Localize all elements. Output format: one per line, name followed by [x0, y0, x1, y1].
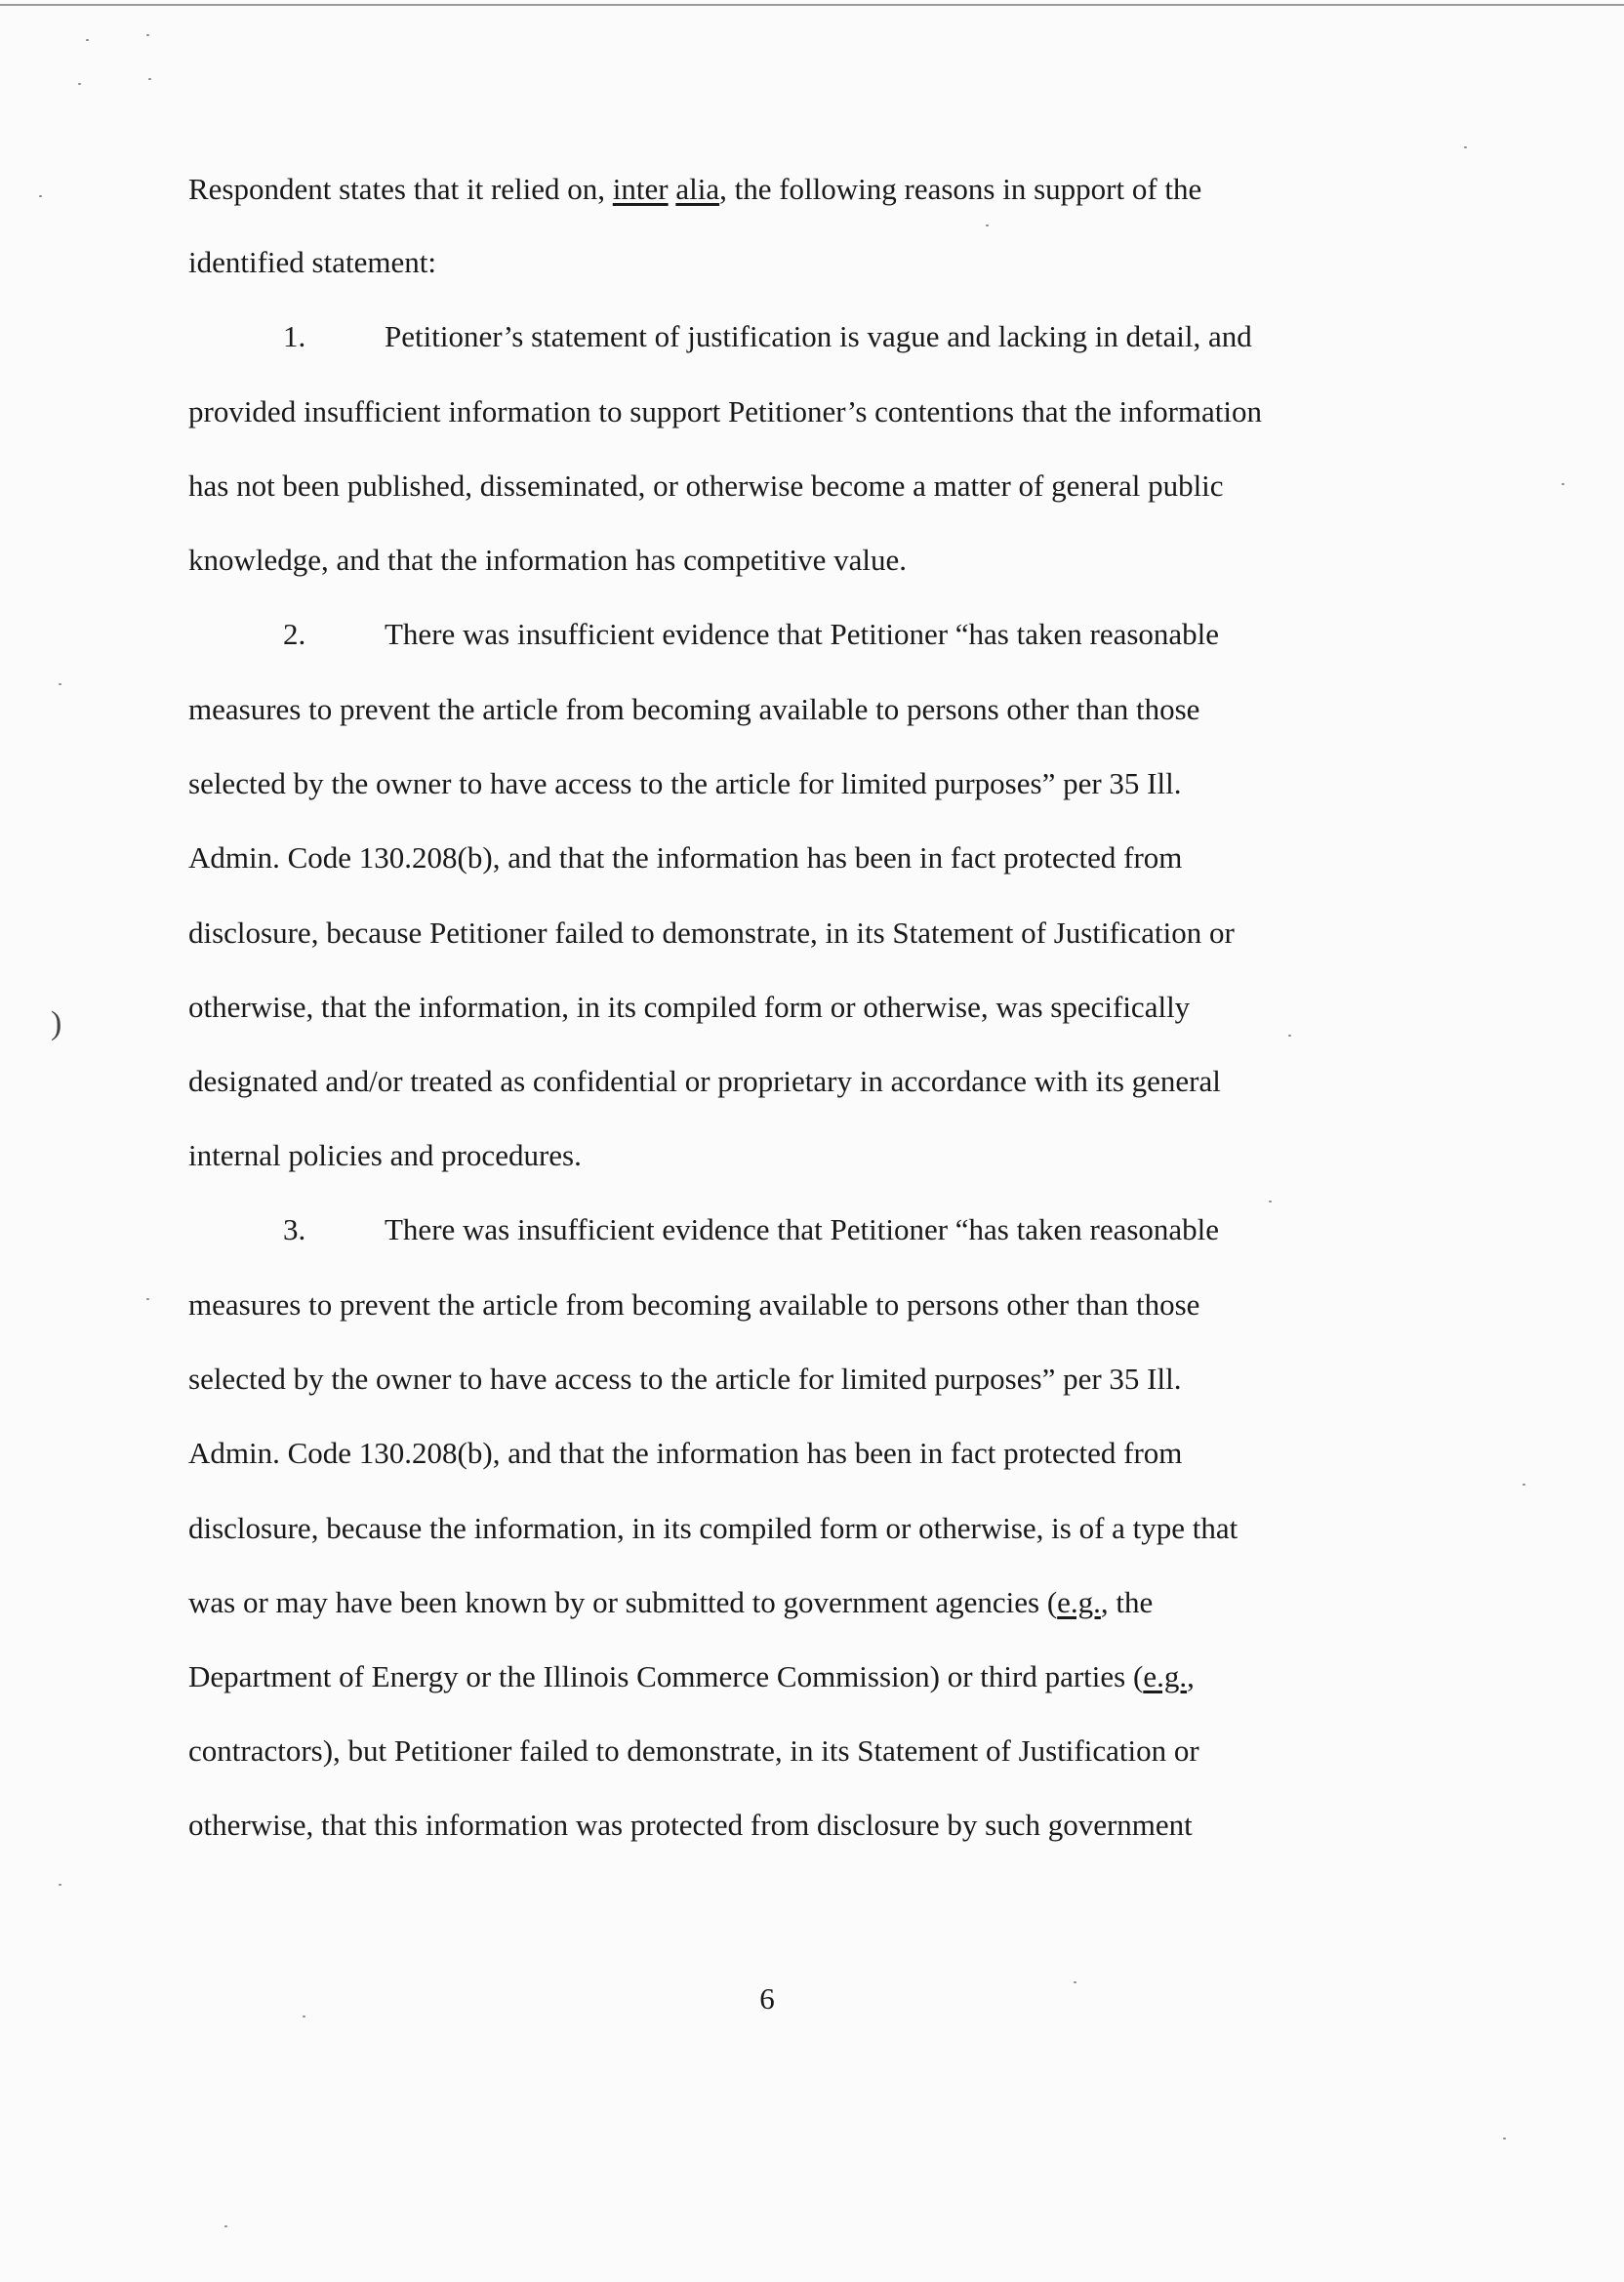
scan-speck: [1562, 483, 1564, 485]
intro-line-1: [188, 172, 1350, 207]
item-3-line-8: contractors), but Petitioner failed to demonstrate, in its Statement of Justification or: [188, 1733, 1199, 1768]
intro-text-before: Respondent states that it relied on,: [188, 172, 613, 206]
item-3-line-1: There was insufficient evidence that Petitioner “has taken reasonable: [385, 1212, 1220, 1246]
scan-speck: [59, 1884, 61, 1886]
line-7-text-before: Department of Energy or the Illinois Commerce Commission) or third parties (: [188, 1659, 1144, 1693]
page-number: 6: [759, 1981, 775, 2016]
item-1-number: 1.: [283, 319, 306, 353]
scan-speck: [1464, 146, 1467, 148]
item-1-line-4: knowledge, and that the information has competitive value.: [188, 543, 908, 577]
item-2-line-1: There was insufficient evidence that Petitioner “has taken reasonable: [385, 617, 1220, 651]
item-1-line-2: provided insufficient information to support Petitioner’s contentions that the information: [188, 394, 1263, 428]
intro-line-2: identified statement:: [188, 245, 436, 279]
item-2-line-6: otherwise, that the information, in its compiled form or otherwise, was specifically: [188, 990, 1191, 1024]
inter-underlined: inter: [612, 172, 669, 206]
alia-underlined: alia: [675, 172, 720, 206]
item-2-line-8: internal policies and procedures.: [188, 1138, 582, 1172]
item-2-line-2: measures to prevent the article from becoming available to persons other than those: [188, 692, 1200, 726]
margin-bracket-mark: ): [51, 1005, 62, 1041]
item-3-line-2: measures to prevent the article from becoming available to persons other than those: [188, 1287, 1200, 1322]
scan-speck: [146, 1298, 149, 1300]
scan-speck: [1269, 1201, 1272, 1202]
item-1-line-3: has not been published, disseminated, or otherwise become a matter of general public: [188, 469, 1224, 503]
item-3-line-7: [188, 1659, 1350, 1694]
scan-speck: [78, 83, 81, 85]
item-1-line-1: Petitioner’s statement of justification is vague and lacking in detail, and: [385, 319, 1252, 353]
eg-underlined: e.g.: [1057, 1585, 1101, 1619]
item-3-number: 3.: [283, 1212, 306, 1246]
scan-speck: [303, 2016, 305, 2017]
scan-speck: [986, 224, 989, 226]
scan-speck: [224, 2225, 227, 2227]
scan-speck: [1522, 1484, 1525, 1486]
scan-speck: [1288, 1035, 1291, 1037]
item-2-line-3: selected by the owner to have access to the article for limited purposes” per 35 Ill.: [188, 766, 1182, 800]
scan-speck: [146, 34, 149, 36]
intro-text-after: , the following reasons in support of the: [719, 172, 1202, 206]
line-6-text-after: , the: [1100, 1585, 1154, 1619]
scan-speck: [86, 39, 89, 41]
item-2-number: 2.: [283, 617, 306, 651]
item-2-line-5: disclosure, because Petitioner failed to demonstrate, in its Statement of Justification or: [188, 916, 1235, 950]
scan-speck: [59, 683, 61, 685]
item-3-line-6: [188, 1585, 1350, 1620]
line-7-text-after: ,: [1187, 1659, 1195, 1693]
eg-underlined: e.g.: [1143, 1659, 1188, 1693]
item-2-line-7: designated and/or treated as confidential or proprietary in accordance with its general: [188, 1064, 1221, 1098]
item-3-line-9: otherwise, that this information was protected from disclosure by such government: [188, 1808, 1193, 1842]
scan-top-border: [0, 4, 1624, 6]
item-3-line-3: selected by the owner to have access to the article for limited purposes” per 35 Ill.: [188, 1362, 1182, 1396]
item-2-line-4: Admin. Code 130.208(b), and that the information has been in fact protected from: [188, 840, 1183, 875]
scan-speck: [1074, 1981, 1076, 1983]
scan-speck: [39, 195, 42, 197]
item-3-line-4: Admin. Code 130.208(b), and that the information has been in fact protected from: [188, 1436, 1183, 1470]
line-6-text-before: was or may have been known by or submitted to government agencies (: [188, 1585, 1058, 1619]
item-3-line-5: disclosure, because the information, in its compiled form or otherwise, is of a type that: [188, 1511, 1238, 1545]
scan-speck: [148, 78, 151, 80]
scan-speck: [1503, 2138, 1506, 2139]
